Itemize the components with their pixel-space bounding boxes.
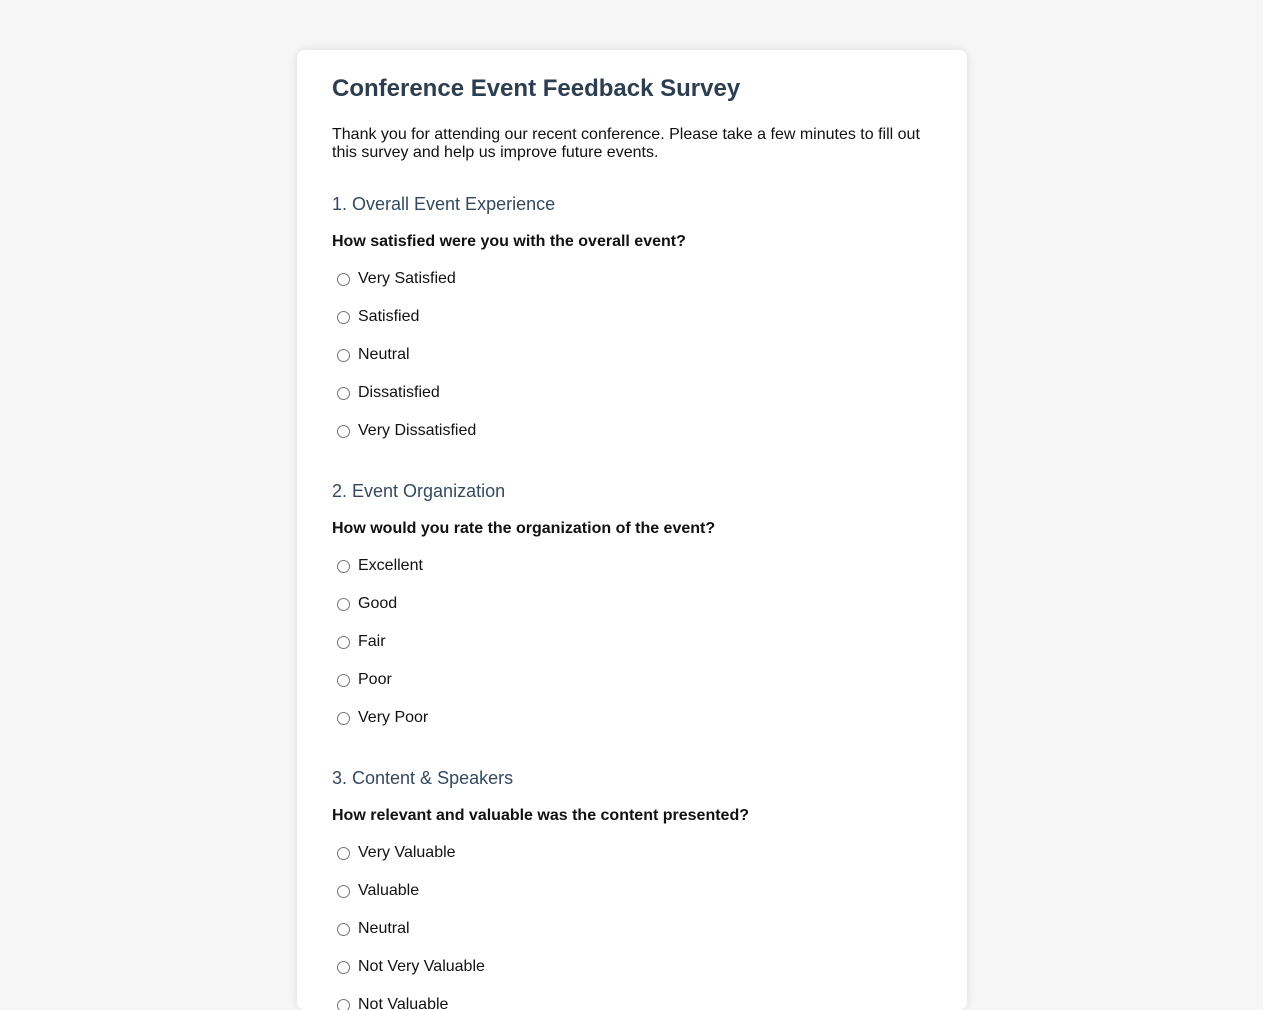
- radio-option-very-valuable[interactable]: [332, 834, 932, 872]
- radio-label: Dissatisfied: [358, 383, 440, 403]
- section-title: 3. Content & Speakers: [332, 767, 932, 789]
- radio-button[interactable]: [337, 349, 350, 362]
- radio-group-organization-rating: [332, 547, 932, 737]
- radio-label: Excellent: [358, 556, 423, 576]
- radio-button[interactable]: [337, 999, 350, 1010]
- radio-button[interactable]: [337, 311, 350, 324]
- radio-option-dissatisfied[interactable]: [332, 374, 932, 412]
- radio-label: Neutral: [358, 345, 410, 365]
- radio-option-very-poor[interactable]: [332, 699, 932, 737]
- radio-option-good[interactable]: [332, 585, 932, 623]
- radio-option-not-very-valuable[interactable]: [332, 948, 932, 986]
- radio-option-valuable[interactable]: [332, 872, 932, 910]
- radio-button[interactable]: [337, 923, 350, 936]
- radio-button[interactable]: [337, 387, 350, 400]
- radio-button[interactable]: [337, 847, 350, 860]
- radio-label: Not Very Valuable: [358, 957, 485, 977]
- radio-group-content-value: [332, 834, 932, 1010]
- radio-button[interactable]: [337, 885, 350, 898]
- question-text: How would you rate the organization of the event?: [332, 519, 932, 539]
- radio-label: Very Poor: [358, 708, 428, 728]
- radio-label: Neutral: [358, 919, 410, 939]
- radio-button[interactable]: [337, 560, 350, 573]
- radio-option-very-dissatisfied[interactable]: [332, 412, 932, 450]
- radio-button[interactable]: [337, 674, 350, 687]
- radio-label: Very Valuable: [358, 843, 456, 863]
- radio-label: Not Valuable: [358, 995, 448, 1010]
- question-text: How satisfied were you with the overall event?: [332, 232, 932, 252]
- radio-option-very-satisfied[interactable]: [332, 260, 932, 298]
- section-title: 1. Overall Event Experience: [332, 193, 932, 215]
- radio-group-overall-satisfaction: [332, 260, 932, 450]
- radio-label: Poor: [358, 670, 392, 690]
- radio-option-satisfied[interactable]: [332, 298, 932, 336]
- radio-label: Valuable: [358, 881, 419, 901]
- page-title: Conference Event Feedback Survey: [332, 74, 932, 104]
- radio-label: Very Satisfied: [358, 269, 456, 289]
- radio-button[interactable]: [337, 598, 350, 611]
- section-overall-experience: [332, 193, 932, 450]
- radio-label: Fair: [358, 632, 386, 652]
- survey-intro: Thank you for attending our recent conference. Please take a few minutes to fill out this survey and help us improve future events.: [332, 126, 932, 162]
- radio-button[interactable]: [337, 712, 350, 725]
- radio-option-excellent[interactable]: [332, 547, 932, 585]
- section-title: 2. Event Organization: [332, 480, 932, 502]
- radio-button[interactable]: [337, 961, 350, 974]
- radio-label: Good: [358, 594, 397, 614]
- question-text: How relevant and valuable was the content presented?: [332, 806, 932, 826]
- radio-button[interactable]: [337, 273, 350, 286]
- section-content-speakers: [332, 767, 932, 1010]
- radio-label: Satisfied: [358, 307, 419, 327]
- radio-button[interactable]: [337, 425, 350, 438]
- section-event-organization: [332, 480, 932, 737]
- radio-label: Very Dissatisfied: [358, 421, 476, 441]
- radio-option-poor[interactable]: [332, 661, 932, 699]
- radio-button[interactable]: [337, 636, 350, 649]
- survey-card: [297, 50, 967, 1010]
- radio-option-neutral[interactable]: [332, 336, 932, 374]
- radio-option-neutral[interactable]: [332, 910, 932, 948]
- radio-option-fair[interactable]: [332, 623, 932, 661]
